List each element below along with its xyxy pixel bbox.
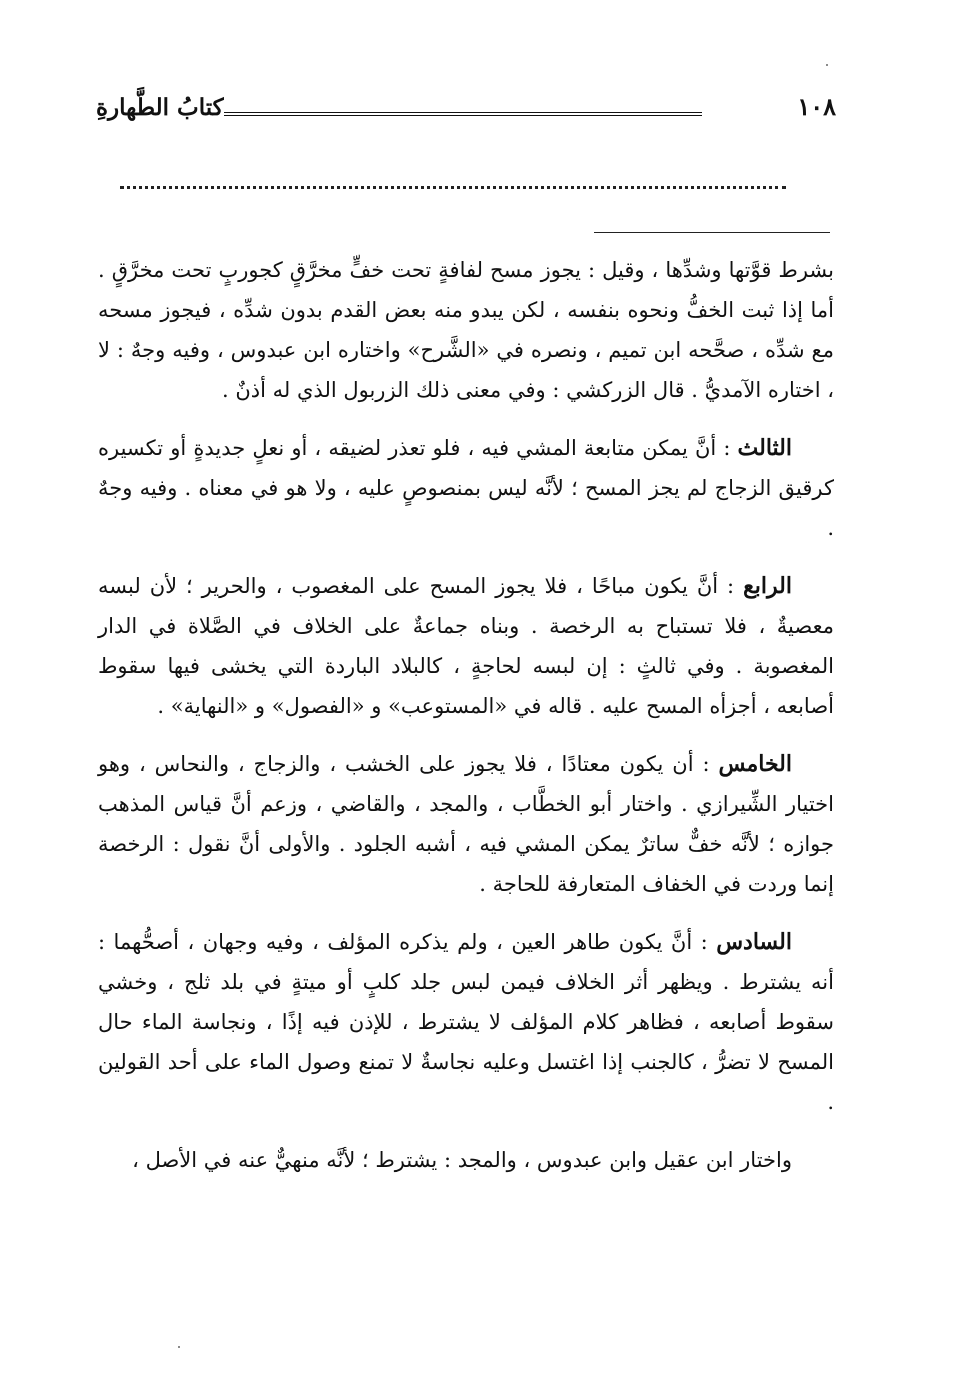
dotted-separator bbox=[120, 186, 786, 189]
paragraph-continuation bbox=[98, 250, 834, 410]
condition-heading: الرابع bbox=[743, 573, 792, 599]
book-title: كتابُ الطَّهارةِ bbox=[96, 94, 224, 121]
paragraph-text: : أن يكون معتادًا ، فلا يجوز على الخشب ، والزجاج ، والنحاس ، وهو اختيار الشِّيرازي . واختار أبو الخطَّاب ، والمجد ، والقاضي ، وزعم أنَّ قياس المذهب جوازه ؛ لأنَّه خفٌّ ساترٌ يمكن المشي فيه ، أشبه الجلود . والأولى أنَّ نقول : الرخصة إنما وردت في الخفاف المتعارفة للحاجة . bbox=[98, 752, 834, 896]
header-rule bbox=[224, 112, 702, 116]
paragraph-fourth-condition bbox=[98, 566, 834, 726]
paragraph-third-condition bbox=[98, 428, 834, 548]
condition-heading: الثالث bbox=[737, 435, 792, 461]
scan-speck bbox=[178, 1346, 180, 1348]
body-text bbox=[98, 250, 834, 1198]
paragraph-text: : أنَّ يمكن متابعة المشي فيه ، فلو تعذر لضيقه ، أو نعلٍ جديدةٍ أو تكسيره كرقيق الزجاج لم يجز المسح ؛ لأنَّه ليس بمنصوصٍ عليه ، ولا هو في معناه . وفيه وجهٌ . bbox=[98, 436, 834, 540]
paragraph-text: : أنَّ يكون مباحًا ، فلا يجوز المسح على المغصوب ، والحرير ؛ لأن لبسه معصيةٌ ، فلا تستباح به الرخصة . وبناه جماعةٌ على الخلاف في الصَّلاة في الدار المغصوبة . وفي ثالثٍ : إن لبسه لحاجةٍ ، كالبلاد الباردة التي يخشى فيها سقوط أصابعه ، أجزأه المسح عليه . قاله في «المستوعب» و «الفصول» و «النهاية» . bbox=[98, 574, 834, 718]
paragraph-sixth-condition bbox=[98, 922, 834, 1122]
page-number: ١٠٨ bbox=[797, 92, 836, 121]
paragraph-text: واختار ابن عقيل وابن عبدوس ، والمجد : يشترط ؛ لأنَّه منهيٌّ عنه في الأصل ، bbox=[132, 1148, 792, 1172]
condition-heading: السادس bbox=[716, 929, 792, 955]
paragraph-text: : أنَّ يكون طاهر العين ، ولم يذكره المؤلف ، وفيه وجهان ، أصحُّهما : أنه يشترط . ويظهر أثر الخلاف فيمن لبس جلد كلبٍ أو ميتةٍ في بلد ثلج ، وخشي سقوط أصابعه ، فظاهر كلام المؤلف لا يشترط ، للإذن فيه إذًا ، ونجاسة الماء حال المسح لا تضرُّ ، كالجنب إذا اغتسل وعليه نجاسةٌ لا تمنع وصول الماء على أحد القولين . bbox=[98, 930, 834, 1114]
paragraph-final bbox=[98, 1140, 834, 1180]
condition-heading: الخامس bbox=[718, 751, 792, 777]
section-rule bbox=[594, 232, 830, 233]
running-header bbox=[96, 92, 836, 132]
paragraph-text: بشرط قوَّتها وشدِّها ، وقيل : يجوز مسح لفافةٍ تحت خفٍّ مخرَّقٍ كجوربٍ تحت مخرَّقٍ . أما إذا ثبت الخفُّ ونحوه بنفسه ، لكن يبدو منه بعض القدم بدون شدِّه ، فيجوز مسحه مع شدِّه ، صحَّحه ابن تميم ، ونصره في «الشَّرح» واختاره ابن عبدوس ، وفيه وجهٌ : لا ، اختاره الآمديُّ . قال الزركشي : وفي معنى ذلك الزربول الذي له أذنٌ . bbox=[98, 258, 834, 402]
paragraph-fifth-condition bbox=[98, 744, 834, 904]
scan-speck bbox=[826, 64, 828, 66]
